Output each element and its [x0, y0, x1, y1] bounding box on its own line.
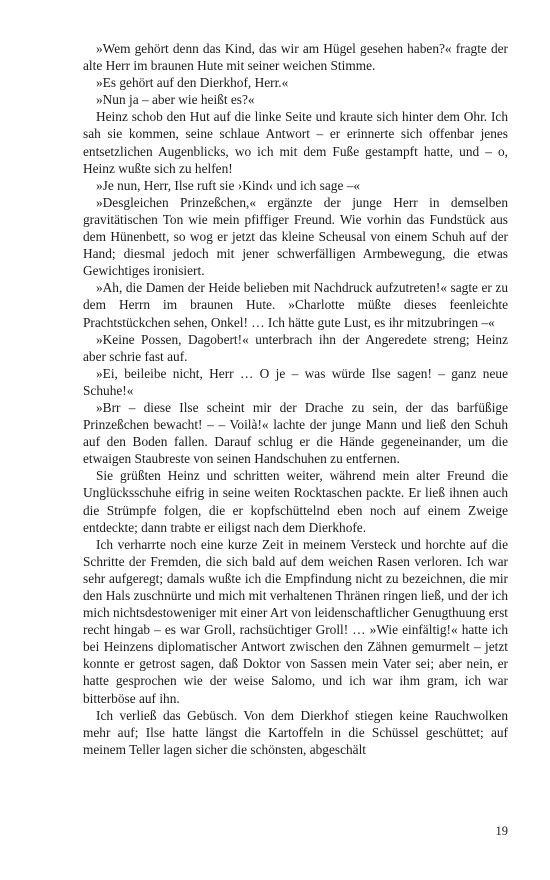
paragraph: »Je nun, Herr, Ilse ruft sie ›Kind‹ und ich sage –« — [96, 177, 361, 193]
paragraph: »Es gehört auf den Dierkhof, Herr.« — [96, 75, 289, 91]
paragraph: Sie grüßten Heinz und schritten weiter, während mein alter Freund die Unglücksschuhe eifrig in seine weiten Rocktaschen packte. Er ließ ihnen auch die Strümpfe folgen, die er kopfschüttelnd eben noch auf einem Zweige entdeckte; dann trabte er eiligst nach dem Dierkhofe. — [83, 468, 508, 535]
page-number: 19 — [495, 824, 508, 838]
paragraph: »Desgleichen Prinzeßchen,« ergänzte der junge Herr in demselben gravitätischen Ton wie mein pfiffiger Freund. Wie vorhin das Fundstück aus dem Hünenbett, so wog er jetzt das kleine Scheusal von einem Schuh auf der Hand; diesmal jedoch mit jener schwerfälligen Armbewegung, die etwas Gewichtiges ironisiert. — [83, 194, 508, 279]
paragraph: Ich verließ das Gebüsch. Von dem Dierkhof stiegen keine Rauchwolken mehr auf; Ilse hatte längst die Kartoffeln in die Schüssel geschüttet; auf meinem Teller lagen sicher die schönsten, abgeschält — [83, 707, 508, 757]
paragraph: Heinz schob den Hut auf die linke Seite und kraute sich hinter dem Ohr. Ich sah sie kommen, seine schlaue Antwort – er erinnerte sich offenbar jenes entsetzlichen Augenblicks, wo ich mit dem Fuße gestampft hatte, und – o, Heinz wußte sich zu helfen! — [83, 109, 508, 176]
paragraph: »Brr – diese Ilse scheint mir der Drache zu sein, der das barfüßige Prinzeßchen bewacht! – – Voilà!« lachte der junge Mann und ließ den Schuh auf den Boden fallen. Darauf schlug er die Hände gegeneinander, um die etwaigen Staubreste von seinen Handschuhen zu entfernen. — [83, 399, 508, 467]
body-text — [83, 40, 508, 758]
paragraph: »Ei, beileibe nicht, Herr … O je – was würde Ilse sagen! – ganz neue Schuhe!« — [83, 365, 508, 398]
paragraph: »Keine Possen, Dagobert!« unterbrach ihn der Angeredete streng; Heinz aber schrie fast auf. — [83, 331, 508, 364]
paragraph: »Wem gehört denn das Kind, das wir am Hügel gesehen haben?« fragte der alte Herr im braunen Hute mit seiner weichen Stimme. — [83, 41, 508, 74]
paragraph: Ich verharrte noch eine kurze Zeit in meinem Versteck und horchte auf die Schritte der Fremden, die sich bald auf dem weichen Rasen verloren. Ich war sehr aufgeregt; damals wußte ich die Empfindung nicht zu bezeichnen, die mir den Hals zuschnürte und mich mit verhaltenen Thränen ringen ließ, und der ich mich nichtsdestoweniger mit einer Art von leidenschaftlicher Genugthuung erst recht hingab – es war Groll, rachsüchtiger Groll! … »Wie einfältig!« hatte ich bei Heinzens diplomatischer Antwort zwischen den Zähnen gemurmelt – jetzt konnte er getrost sagen, daß Doktor von Sassen mein Vater sei; aber nein, er hatte gesprochen wie der weise Salomo, und ich war ihm gram, ich war bitterböse auf ihn. — [83, 536, 508, 706]
paragraph: »Ah, die Damen der Heide belieben mit Nachdruck aufzutreten!« sagte er zu dem Herrn im braunen Hute. »Charlotte müßte dieses feenleichte Prachtstückchen sehen, Onkel! … Ich hätte gute Lust, es ihr mitzubringen –« — [83, 280, 508, 330]
paragraph: »Nun ja – aber wie heißt es?« — [96, 92, 255, 108]
